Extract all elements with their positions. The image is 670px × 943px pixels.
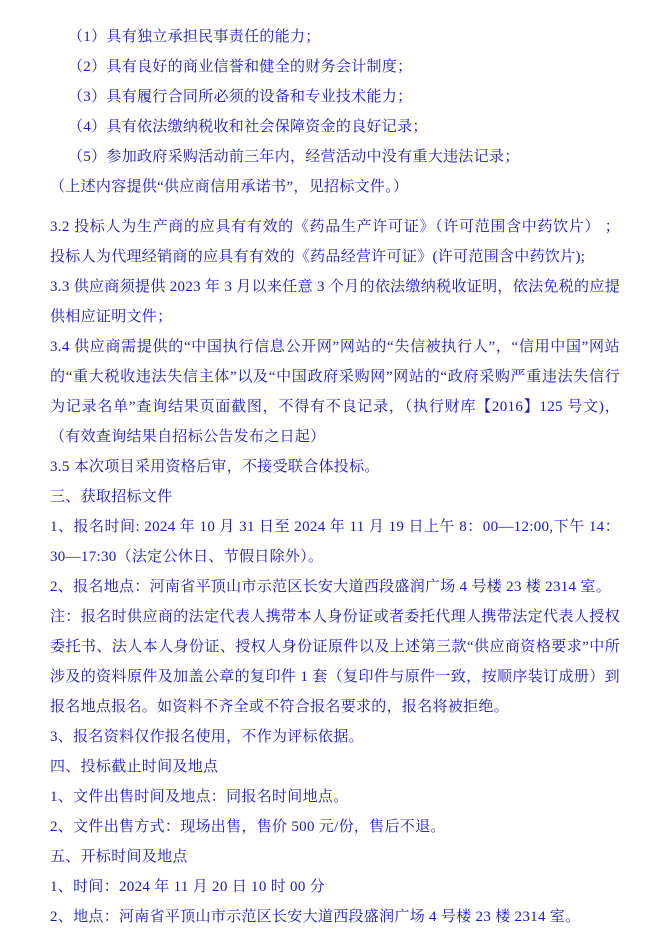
qualification-item-3: （3）具有履行合同所必须的设备和专业技术能力； (68, 89, 413, 105)
clause-3-2: 3.2 投标人为生产商的应具有有效的《药品生产许可证》（许可范围含中药饮片） ； 投标人为代理经销商的应具有有效的《药品经营许可证》(许可范围含中药饮片); (50, 219, 620, 265)
clause-3-4: 3.4 供应商需提供的“中国执行信息公开网”网站的“失信被执行人”，“信用中国”网站的“重大税收违法失信主体”以及“中国政府采购网”网站的“政府采购严重违法失信行为记录名单”查询结果页面截图，不得有不良记录，（执行财库【2016】125 号文)，（有效查询结果自招标公告发布之日起） (50, 339, 620, 445)
section-heading-bid-deadline: 四、投标截止时间及地点 (50, 759, 219, 775)
bid-opening-location-paragraph: 2、地点：河南省平顶山市示范区长安大道西段盛润广场 4 号楼 23 楼 2314 室。 (50, 909, 581, 925)
registration-materials-usage-paragraph: 3、报名资料仅作报名使用，不作为评标依据。 (50, 729, 364, 745)
registration-time-paragraph: 1、报名时间: 2024 年 10 月 31 日至 2024 年 11 月 19 日上午 8：00—12:00,下午 14：30—17:30（法定公休日、节假日除外）。 (50, 519, 620, 565)
credit-commitment-note: （上述内容提供“供应商信用承诺书”，见招标文件。） (50, 179, 409, 195)
registration-requirements-note: 注：报名时供应商的法定代表人携带本人身份证或者委托代理人携带法定代表人授权委托书、法人本人身份证、授权人身份证原件以及上述第三款“供应商资格要求”中所涉及的资料原件及加盖公章的复印件 1 套（复印件与原件一致，按顺序装订成册）到报名地点报名。如资料不齐全或不符合报名要求的，报名将被拒绝。 (50, 609, 621, 715)
document-sale-time-paragraph: 1、文件出售时间及地点：同报名时间地点。 (50, 789, 349, 805)
section-heading-obtain-tender-documents: 三、获取招标文件 (50, 489, 173, 505)
document-sale-method-paragraph: 2、文件出售方式：现场出售，售价 500 元/份，售后不退。 (50, 819, 446, 835)
qualification-item-5: （5）参加政府采购活动前三年内，经营活动中没有重大违法记录； (68, 149, 520, 165)
registration-location-paragraph: 2、报名地点：河南省平顶山市示范区长安大道西段盛润广场 4 号楼 23 楼 2314 室。 (50, 579, 612, 595)
qualification-item-1: （1）具有独立承担民事责任的能力； (68, 29, 321, 45)
qualification-item-2: （2）具有良好的商业信誉和健全的财务会计制度； (68, 59, 413, 75)
qualification-item-4: （4）具有依法缴纳税收和社会保障资金的良好记录； (68, 119, 428, 135)
section-heading-bid-opening: 五、开标时间及地点 (50, 849, 188, 865)
bid-opening-time-paragraph: 1、时间：2024 年 11 月 20 日 10 时 00 分 (50, 879, 325, 895)
clause-3-5: 3.5 本次项目采用资格后审，不接受联合体投标。 (50, 459, 380, 475)
clause-3-3: 3.3 供应商须提供 2023 年 3 月以来任意 3 个月的依法缴纳税收证明，依法免税的应提供相应证明文件； (50, 279, 620, 325)
